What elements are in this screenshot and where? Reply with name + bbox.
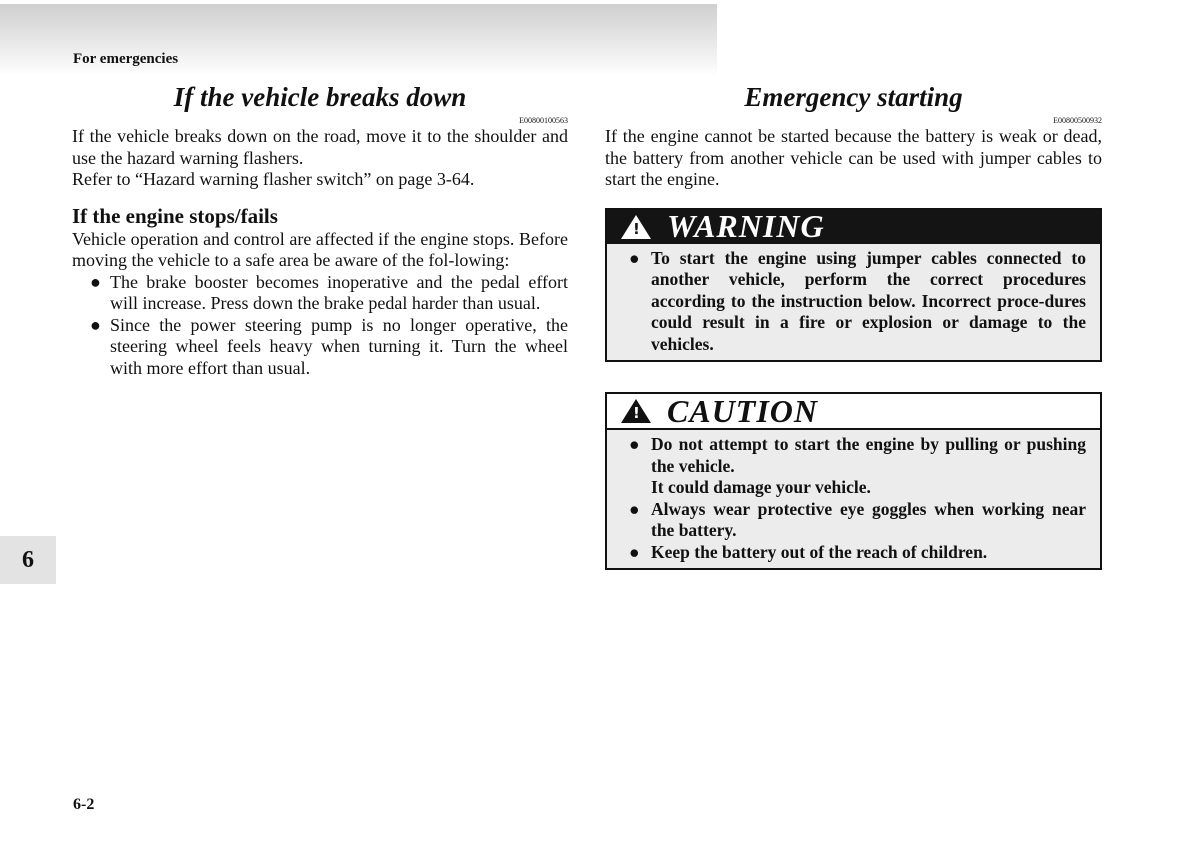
breakdown-section-code: E00800100563	[519, 116, 568, 125]
caution-text: Always wear protective eye goggles when working near the battery.	[651, 498, 1086, 540]
left-column	[72, 80, 568, 379]
right-column	[605, 80, 1102, 570]
list-item	[72, 315, 568, 380]
bullet-icon: ●	[629, 498, 640, 519]
bullet-icon: ●	[90, 314, 101, 335]
caution-heading: CAUTION	[667, 392, 819, 429]
warning-box	[605, 208, 1102, 363]
breakdown-intro: If the vehicle breaks down on the road, move it to the shoulder and use the hazard warning flashers.	[72, 126, 568, 168]
list-item	[629, 434, 1086, 499]
warning-text: To start the engine using jumper cables connected to another vehicle, perform the correct procedures according to the instruction below. Incorrect proce-dures could result in a fire or explosion or damage to the vehicles.	[651, 247, 1086, 354]
emergency-starting-title: Emergency starting	[744, 82, 963, 112]
list-item	[72, 272, 568, 315]
bullet-icon: ●	[629, 541, 640, 562]
chapter-tab: 6	[0, 536, 56, 584]
caution-text: Keep the battery out of the reach of children.	[651, 541, 988, 562]
emergency-starting-code: E00800500932	[1053, 116, 1102, 125]
warning-header	[607, 210, 1100, 244]
engine-stops-intro: Vehicle operation and control are affected if the engine stops. Before moving the vehicle to a safe area be aware of the fol-lowing:	[72, 228, 568, 270]
warning-heading: WARNING	[667, 208, 825, 244]
list-item	[629, 499, 1086, 542]
caution-text: Do not attempt to start the engine by pulling or pushing the vehicle.	[651, 434, 1086, 476]
list-item	[629, 248, 1086, 356]
caution-body	[607, 430, 1100, 568]
page-number: 6-2	[73, 796, 95, 813]
caution-triangle-icon: !	[621, 399, 651, 423]
warning-triangle-icon: !	[621, 215, 651, 239]
list-item	[629, 542, 1086, 564]
engine-stops-heading: If the engine stops/fails	[72, 203, 278, 228]
breakdown-reference: Refer to “Hazard warning flasher switch” on page 3-64.	[72, 169, 475, 189]
breakdown-title: If the vehicle breaks down	[173, 82, 467, 112]
emergency-starting-intro: If the engine cannot be started because the battery is weak or dead, the battery from another vehicle can be used with jumper cables to start the engine.	[605, 126, 1102, 189]
warning-body	[607, 244, 1100, 361]
list-item-text: Since the power steering pump is no longer operative, the steering wheel feels heavy when turning it. Turn the wheel with more effort than usual.	[110, 314, 568, 378]
caution-note: It could damage your vehicle.	[651, 477, 871, 497]
engine-stops-list	[72, 272, 568, 380]
bullet-icon: ●	[90, 271, 101, 292]
section-label: For emergencies	[73, 51, 179, 67]
bullet-icon: ●	[629, 247, 640, 268]
bullet-icon: ●	[629, 434, 640, 454]
list-item-text: The brake booster becomes inoperative and the pedal effort will increase. Press down the brake pedal harder than usual.	[110, 271, 568, 313]
caution-box	[605, 392, 1102, 570]
caution-header	[607, 394, 1100, 430]
